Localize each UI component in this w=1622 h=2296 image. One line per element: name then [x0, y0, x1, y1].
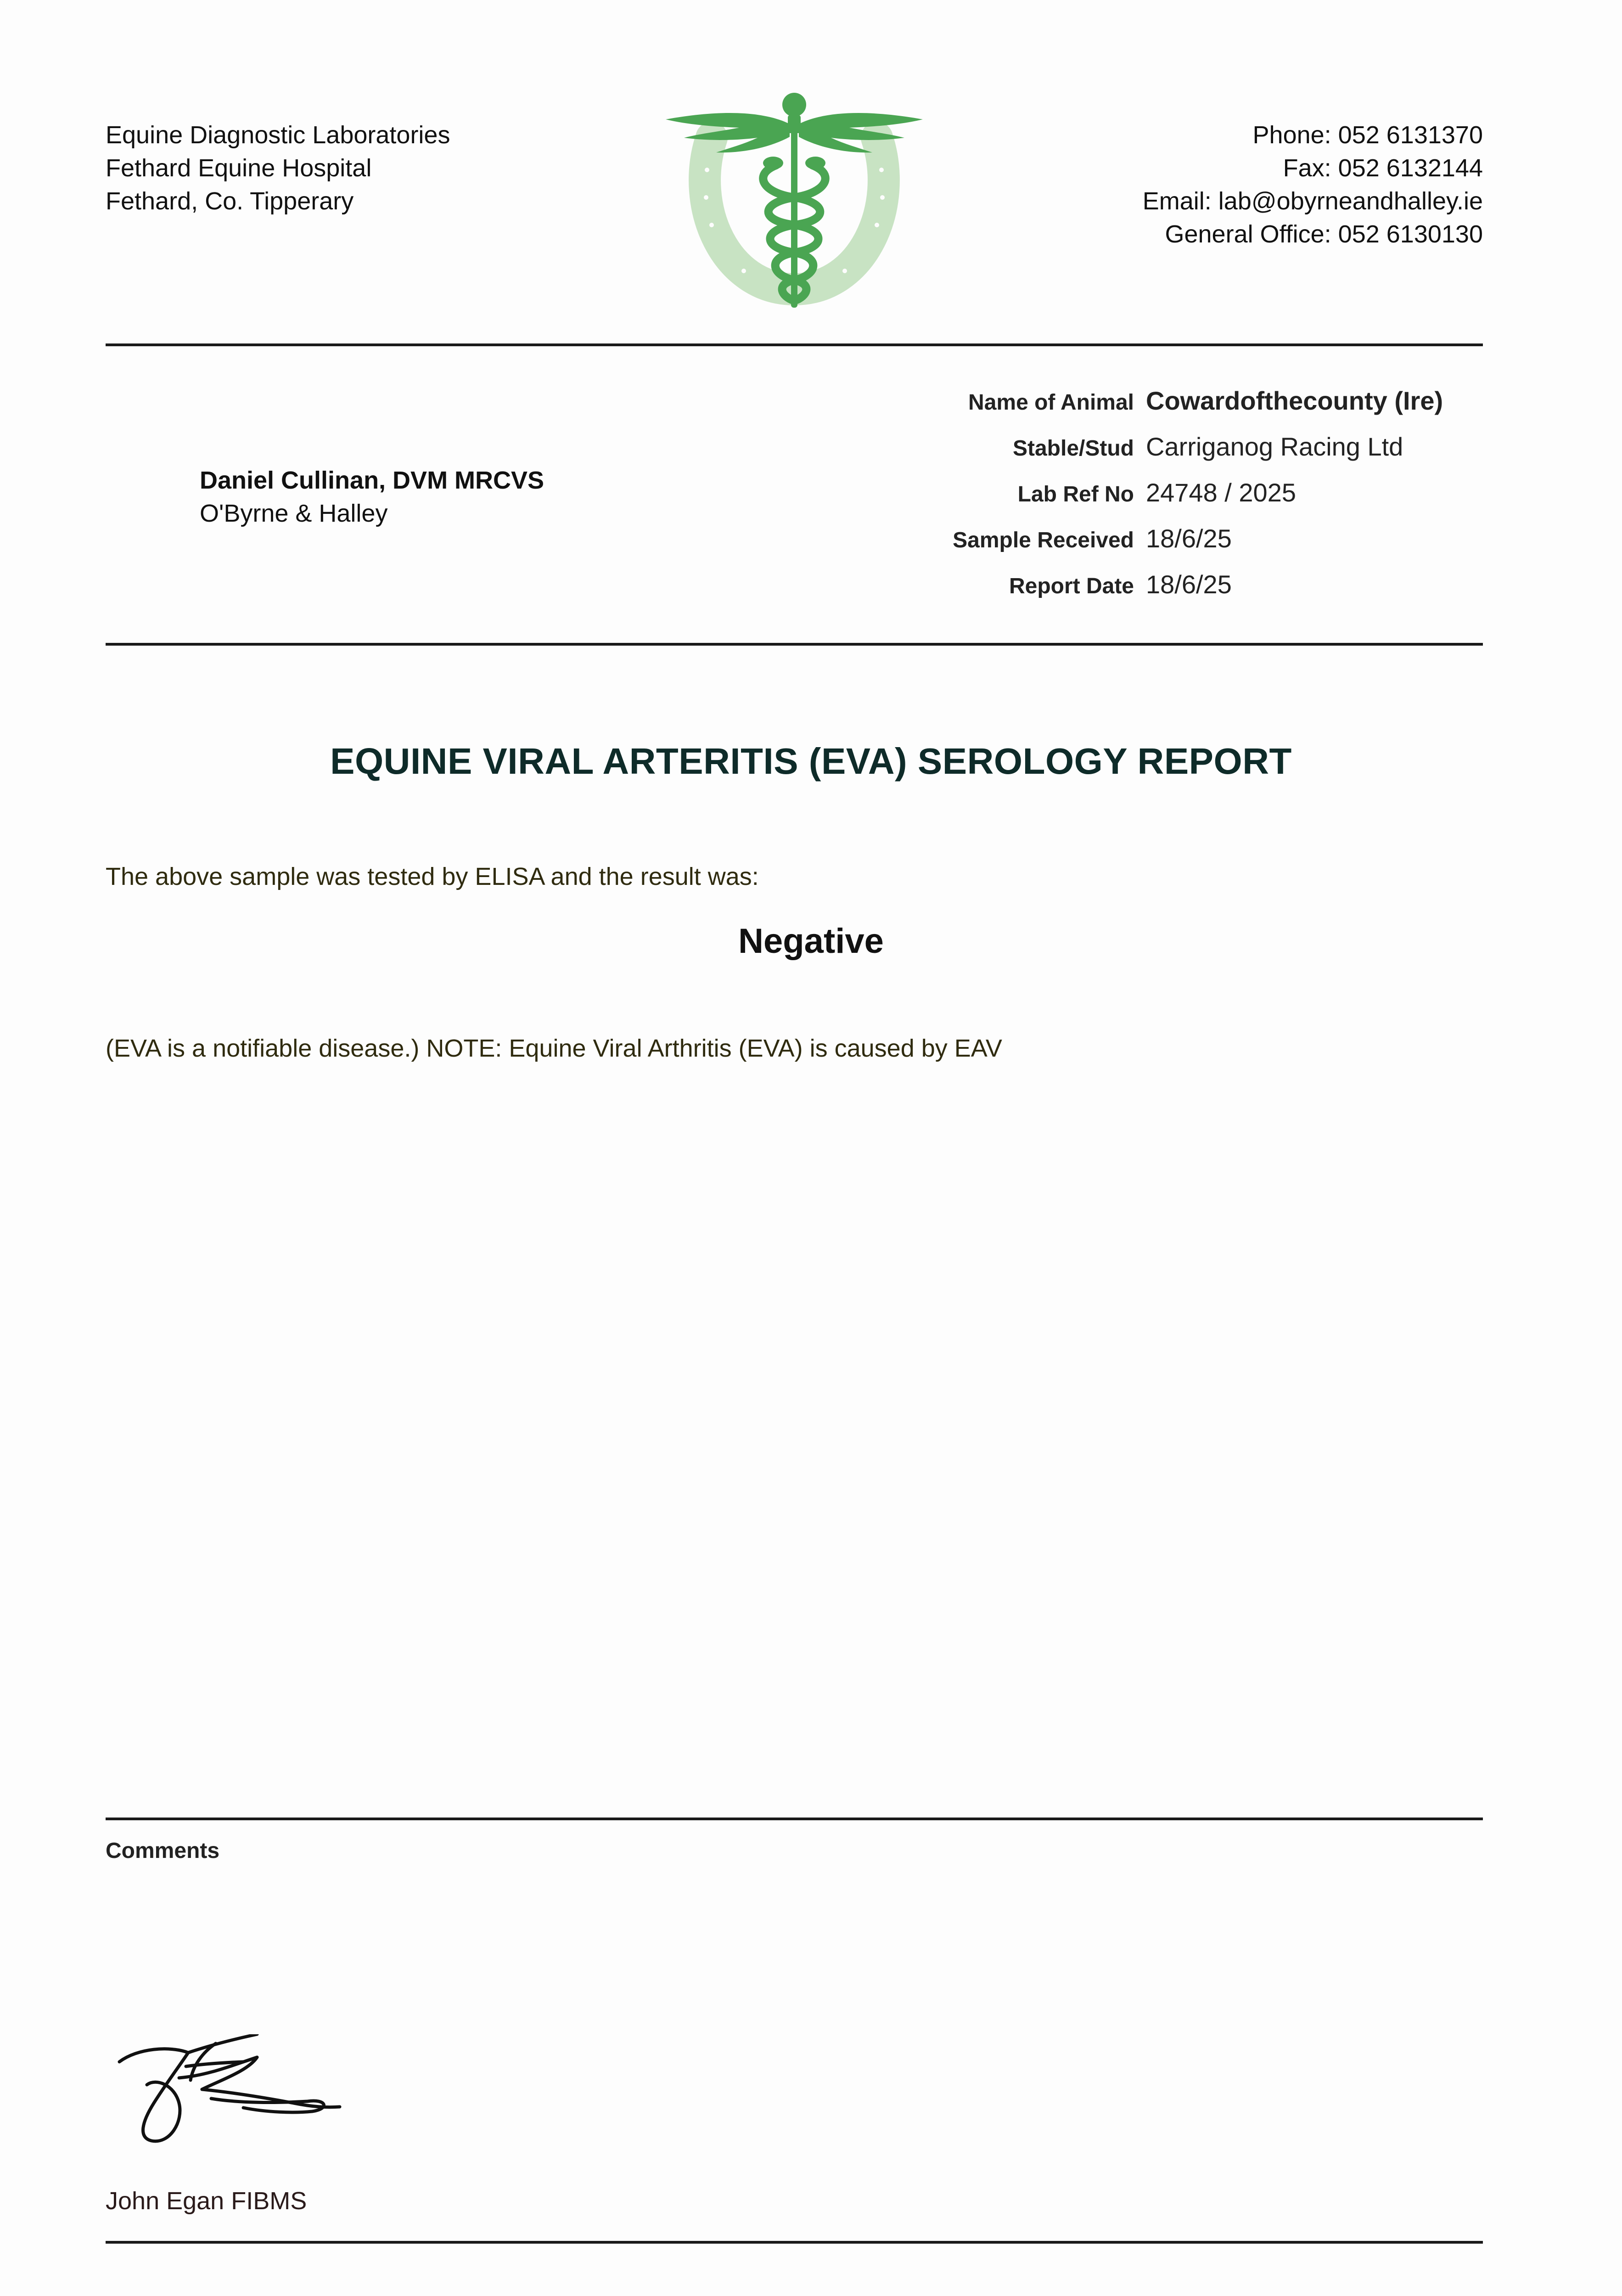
detail-value: Cowardofthecounty (Ire) — [1146, 386, 1443, 415]
detail-label: Sample Received — [953, 528, 1134, 552]
lab-hospital: Fethard Equine Hospital — [106, 154, 372, 182]
caduceus-horseshoe-icon — [661, 87, 927, 317]
detail-value: Carriganog Racing Ltd — [1146, 432, 1403, 461]
report-title: EQUINE VIRAL ARTERITIS (EVA) SEROLOGY REPORT — [330, 741, 1292, 782]
detail-row-sample-received — [872, 523, 1443, 569]
lab-address — [106, 118, 450, 218]
footer-divider — [106, 2241, 1483, 2244]
lab-location: Fethard, Co. Tipperary — [106, 187, 354, 215]
vet-practice: O'Byrne & Halley — [200, 500, 388, 527]
vet-name: Daniel Cullinan, DVM MRCVS — [200, 467, 544, 494]
detail-row-animal — [872, 386, 1443, 432]
test-result: Negative — [738, 922, 884, 961]
lab-name: Equine Diagnostic Laboratories — [106, 121, 450, 149]
report-intro: The above sample was tested by ELISA and the result was: — [106, 863, 759, 890]
detail-value: 18/6/25 — [1146, 570, 1232, 599]
signature-image — [110, 2034, 349, 2154]
details-divider — [106, 643, 1483, 646]
header-divider — [106, 343, 1483, 346]
detail-label: Lab Ref No — [1017, 482, 1134, 506]
lab-email: Email: lab@obyrneandhalley.ie — [1142, 187, 1483, 215]
comments-label: Comments — [106, 1839, 220, 1863]
detail-label: Stable/Stud — [1012, 436, 1134, 461]
detail-row-lab-ref — [872, 478, 1443, 523]
detail-label: Report Date — [1009, 574, 1134, 598]
report-note: (EVA is a notifiable disease.) NOTE: Equine Viral Arthritis (EVA) is caused by EAV — [106, 1035, 1002, 1062]
lab-contact — [1143, 118, 1483, 251]
signer-name: John Egan FIBMS — [106, 2187, 307, 2215]
detail-value: 18/6/25 — [1146, 524, 1232, 553]
lab-general-office: General Office: 052 6130130 — [1165, 220, 1483, 248]
detail-label: Name of Animal — [968, 390, 1134, 415]
lab-fax: Fax: 052 6132144 — [1283, 154, 1483, 182]
detail-row-stable — [872, 432, 1443, 478]
comments-divider — [106, 1818, 1483, 1820]
sample-details — [872, 386, 1443, 615]
detail-value: 24748 / 2025 — [1146, 478, 1296, 507]
detail-row-report-date — [872, 569, 1443, 615]
lab-phone: Phone: 052 6131370 — [1252, 121, 1483, 149]
vet-info — [200, 464, 544, 530]
